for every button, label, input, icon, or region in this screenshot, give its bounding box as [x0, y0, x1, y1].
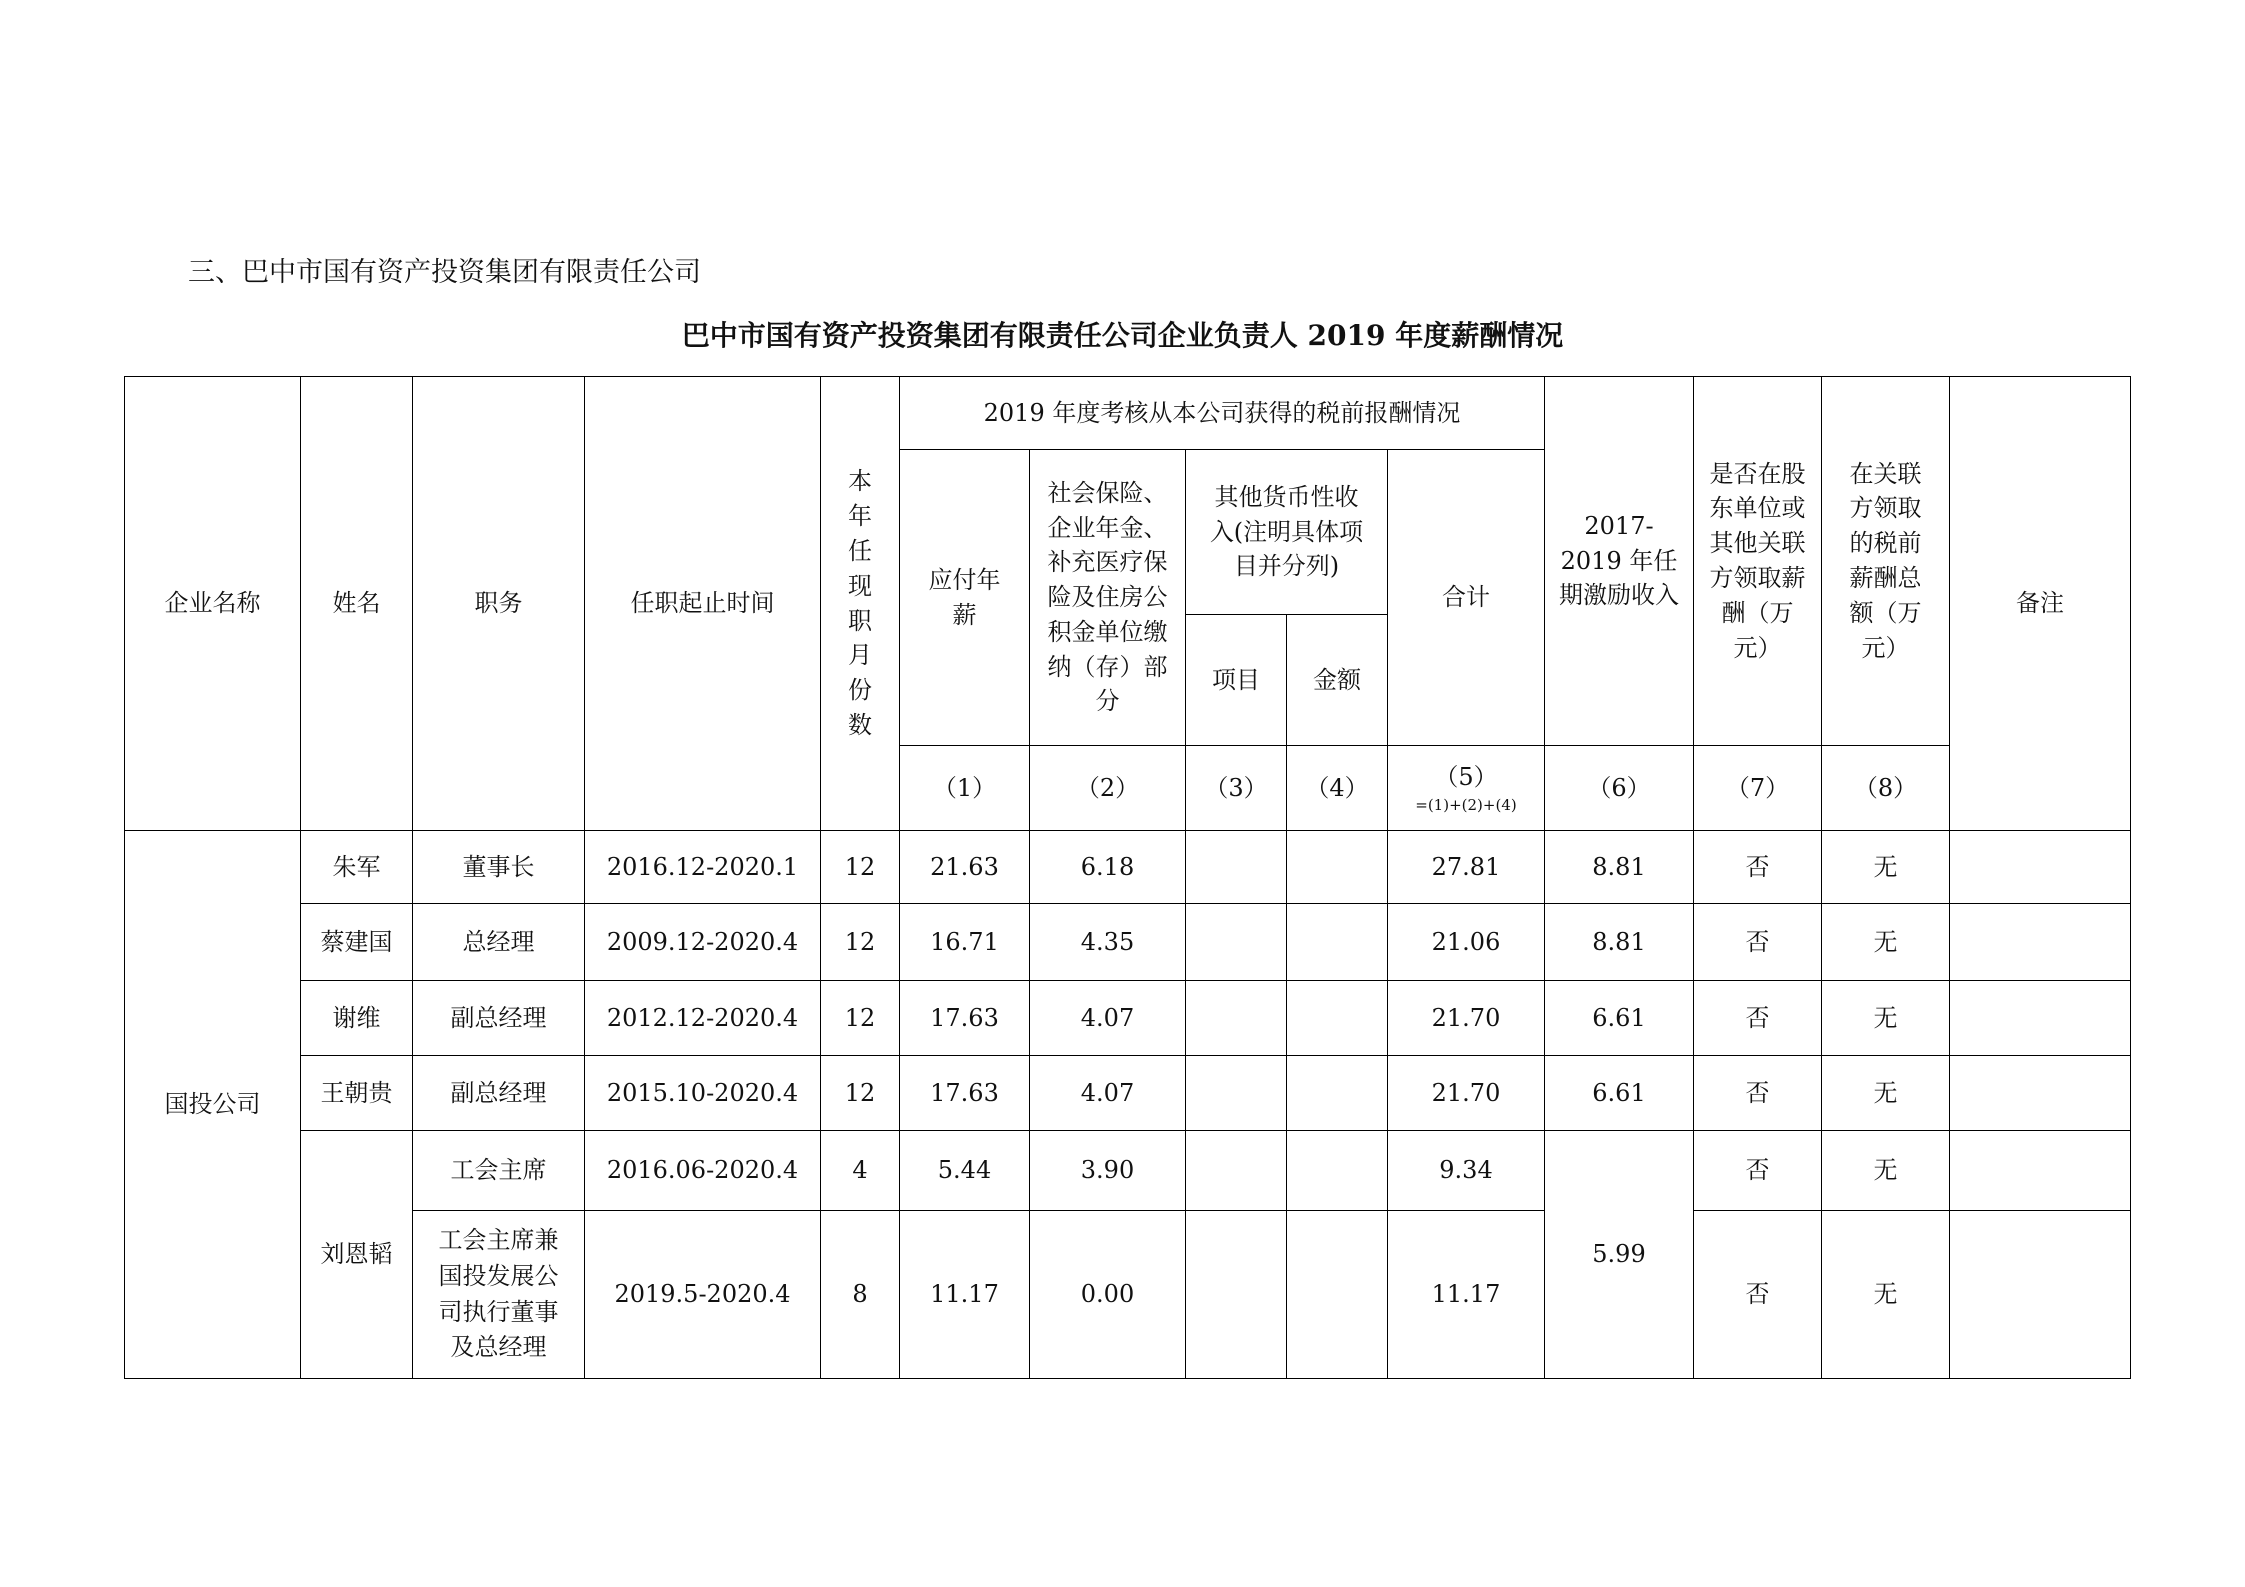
insurance-cell: 6.18	[1030, 831, 1186, 904]
salary-cell: 17.63	[900, 981, 1030, 1056]
header-position: 职务	[413, 377, 585, 831]
related-cell: 无	[1822, 1056, 1950, 1131]
header-name: 姓名	[301, 377, 413, 831]
salary-table	[124, 376, 2131, 1379]
header-term: 任职起止时间	[585, 377, 821, 831]
header-remarks: 备注	[1950, 377, 2131, 831]
amount-cell	[1287, 1211, 1388, 1379]
shareholder-cell: 否	[1694, 981, 1822, 1056]
position-cell: 工会主席	[413, 1131, 585, 1211]
item-cell	[1186, 981, 1287, 1056]
salary-cell: 17.63	[900, 1056, 1030, 1131]
shareholder-cell: 否	[1694, 831, 1822, 904]
header-incentive: 2017-2019 年任期激励收入	[1545, 377, 1694, 746]
name-cell: 谢维	[301, 981, 413, 1056]
header-amount: 金额	[1287, 615, 1388, 746]
incentive-cell: 8.81	[1545, 831, 1694, 904]
header-total: 合计	[1388, 450, 1545, 746]
table-row	[125, 1056, 2131, 1131]
name-cell: 蔡建国	[301, 904, 413, 981]
term-cell: 2012.12-2020.4	[585, 981, 821, 1056]
term-cell: 2016.12-2020.1	[585, 831, 821, 904]
months-cell: 8	[821, 1211, 900, 1379]
table-row	[125, 981, 2131, 1056]
table-row	[125, 831, 2131, 904]
col-number-6: （6）	[1545, 746, 1694, 831]
incentive-cell: 8.81	[1545, 904, 1694, 981]
related-cell: 无	[1822, 904, 1950, 981]
header-item: 项目	[1186, 615, 1287, 746]
remarks-cell	[1950, 1211, 2131, 1379]
related-cell: 无	[1822, 831, 1950, 904]
related-cell: 无	[1822, 981, 1950, 1056]
salary-cell: 16.71	[900, 904, 1030, 981]
col-number-1: （1）	[900, 746, 1030, 831]
remarks-cell	[1950, 1056, 2131, 1131]
insurance-cell: 3.90	[1030, 1131, 1186, 1211]
total-cell: 21.70	[1388, 1056, 1545, 1131]
shareholder-cell: 否	[1694, 904, 1822, 981]
salary-cell: 21.63	[900, 831, 1030, 904]
header-shareholder-pay: 是否在股东单位或其他关联方领取薪酬（万元）	[1694, 377, 1822, 746]
position-cell: 总经理	[413, 904, 585, 981]
months-cell: 12	[821, 904, 900, 981]
name-cell: 王朝贵	[301, 1056, 413, 1131]
total-cell: 11.17	[1388, 1211, 1545, 1379]
table-row	[125, 1211, 2131, 1379]
remarks-cell	[1950, 904, 2131, 981]
company-cell: 国投公司	[125, 831, 301, 1379]
col-number-5-label: （5）	[1434, 762, 1498, 791]
name-cell: 刘恩韬	[301, 1131, 413, 1379]
related-cell: 无	[1822, 1211, 1950, 1379]
item-cell	[1186, 831, 1287, 904]
position-cell: 董事长	[413, 831, 585, 904]
header-salary-payable: 应付年薪	[900, 450, 1030, 746]
position-cell: 副总经理	[413, 1056, 585, 1131]
total-cell: 21.70	[1388, 981, 1545, 1056]
item-cell	[1186, 904, 1287, 981]
term-cell: 2019.5-2020.4	[585, 1211, 821, 1379]
term-cell: 2016.06-2020.4	[585, 1131, 821, 1211]
incentive-cell: 6.61	[1545, 1056, 1694, 1131]
header-related-pay-total: 在关联方领取的税前薪酬总额（万元）	[1822, 377, 1950, 746]
item-cell	[1186, 1131, 1287, 1211]
insurance-cell: 4.07	[1030, 981, 1186, 1056]
col-number-4: （4）	[1287, 746, 1388, 831]
amount-cell	[1287, 1056, 1388, 1131]
term-cell: 2015.10-2020.4	[585, 1056, 821, 1131]
section-heading: 三、巴中市国有资产投资集团有限责任公司	[188, 257, 701, 288]
col-number-2: （2）	[1030, 746, 1186, 831]
position-cell: 副总经理	[413, 981, 585, 1056]
table-title: 巴中市国有资产投资集团有限责任公司企业负责人 2019 年度薪酬情况	[681, 319, 1564, 352]
incentive-cell: 6.61	[1545, 981, 1694, 1056]
shareholder-cell: 否	[1694, 1056, 1822, 1131]
term-cell: 2009.12-2020.4	[585, 904, 821, 981]
amount-cell	[1287, 831, 1388, 904]
shareholder-cell: 否	[1694, 1131, 1822, 1211]
header-months: 本年任现职月份数	[821, 377, 900, 831]
months-cell: 12	[821, 981, 900, 1056]
table-row	[125, 904, 2131, 981]
remarks-cell	[1950, 831, 2131, 904]
insurance-cell: 4.35	[1030, 904, 1186, 981]
col-number-3: （3）	[1186, 746, 1287, 831]
item-cell	[1186, 1056, 1287, 1131]
months-cell: 12	[821, 831, 900, 904]
total-cell: 9.34	[1388, 1131, 1545, 1211]
col-number-8: （8）	[1822, 746, 1950, 831]
remarks-cell	[1950, 981, 2131, 1056]
name-cell: 朱军	[301, 831, 413, 904]
amount-cell	[1287, 981, 1388, 1056]
total-cell: 27.81	[1388, 831, 1545, 904]
related-cell: 无	[1822, 1131, 1950, 1211]
header-company: 企业名称	[125, 377, 301, 831]
position-cell: 工会主席兼国投发展公司执行董事及总经理	[413, 1211, 585, 1379]
item-cell	[1186, 1211, 1287, 1379]
shareholder-cell: 否	[1694, 1211, 1822, 1379]
col-number-5	[1388, 746, 1545, 831]
insurance-cell: 4.07	[1030, 1056, 1186, 1131]
insurance-cell: 0.00	[1030, 1211, 1186, 1379]
salary-cell: 5.44	[900, 1131, 1030, 1211]
amount-cell	[1287, 1131, 1388, 1211]
header-group-2019: 2019 年度考核从本公司获得的税前报酬情况	[900, 377, 1545, 450]
col-number-7: （7）	[1694, 746, 1822, 831]
col-number-5-formula: =(1)+(2)+(4)	[1415, 795, 1517, 814]
remarks-cell	[1950, 1131, 2131, 1211]
salary-cell: 11.17	[900, 1211, 1030, 1379]
table-row	[125, 1131, 2131, 1211]
months-cell: 4	[821, 1131, 900, 1211]
amount-cell	[1287, 904, 1388, 981]
months-cell: 12	[821, 1056, 900, 1131]
header-other-income: 其他货币性收入(注明具体项目并分列)	[1186, 450, 1388, 615]
header-social-insurance: 社会保险、企业年金、补充医疗保险及住房公积金单位缴纳（存）部分	[1030, 450, 1186, 746]
incentive-cell: 5.99	[1545, 1131, 1694, 1379]
total-cell: 21.06	[1388, 904, 1545, 981]
